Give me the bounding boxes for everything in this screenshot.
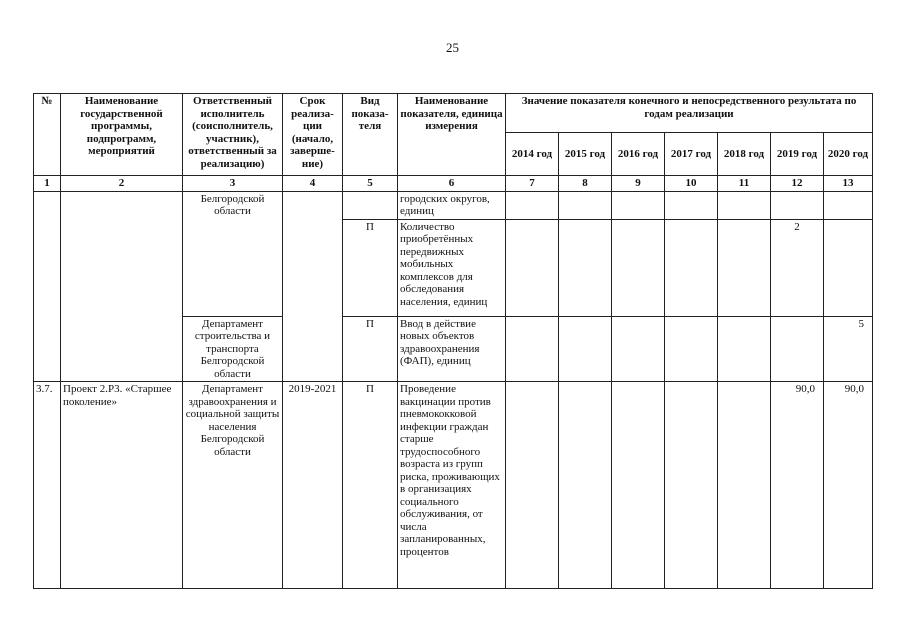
header-year: 2017 год bbox=[665, 133, 718, 176]
value-cell bbox=[665, 219, 718, 316]
value-cell bbox=[718, 316, 771, 382]
row-program-cell: Проект 2.Р3. «Старшее поколение» bbox=[61, 382, 183, 589]
row-indicator-cell: Ввод в действие новых объектов здравоохранения (ФАП), единиц bbox=[398, 316, 506, 382]
header-program-name: Наименование государственной программы, подпрограмм, мероприятий bbox=[61, 94, 183, 176]
value-cell bbox=[771, 191, 824, 219]
column-number: 13 bbox=[824, 176, 873, 192]
row-type-cell bbox=[343, 191, 398, 219]
value-cell bbox=[506, 382, 559, 589]
header-year: 2016 год bbox=[612, 133, 665, 176]
column-number: 12 bbox=[771, 176, 824, 192]
value-cell bbox=[612, 316, 665, 382]
column-numbers-row bbox=[34, 176, 873, 192]
column-number: 2 bbox=[61, 176, 183, 192]
value-cell-2019: 2 bbox=[771, 219, 824, 316]
value-cell bbox=[824, 219, 873, 316]
value-cell bbox=[559, 382, 612, 589]
value-cell-2020: 5 bbox=[824, 316, 873, 382]
header-indicator-type: Вид показа-теля bbox=[343, 94, 398, 176]
row-number-cell: 3.7. bbox=[34, 382, 61, 589]
value-cell bbox=[612, 219, 665, 316]
row-indicator-cell: Проведение вакцинации против пневмококковой инфекции граждан старше трудоспособного возраста из групп риска, проживающих в организациях социального обслуживания, от числа запланированных, процентов bbox=[398, 382, 506, 589]
column-number: 8 bbox=[559, 176, 612, 192]
value-cell bbox=[718, 191, 771, 219]
table-row bbox=[34, 191, 873, 219]
row-executor-cell: Департамент строительства и транспорта Белгородской области bbox=[183, 316, 283, 382]
value-cell bbox=[665, 191, 718, 219]
header-col-number: № bbox=[34, 94, 61, 176]
value-cell bbox=[506, 316, 559, 382]
value-cell bbox=[559, 191, 612, 219]
header-year: 2018 год bbox=[718, 133, 771, 176]
column-number: 9 bbox=[612, 176, 665, 192]
column-number: 10 bbox=[665, 176, 718, 192]
header-values-group: Значение показателя конечного и непосредственного результата по годам реализации bbox=[506, 94, 873, 133]
row-type-cell: П bbox=[343, 316, 398, 382]
row-executor-cell: Белгородской области bbox=[183, 191, 283, 316]
row-number-cell bbox=[34, 191, 61, 382]
value-cell bbox=[612, 191, 665, 219]
value-cell bbox=[559, 316, 612, 382]
row-executor-cell: Департамент здравоохранения и социальной защиты населения Белгородской области bbox=[183, 382, 283, 589]
value-cell bbox=[665, 382, 718, 589]
row-indicator-cell: городских округов, единиц bbox=[398, 191, 506, 219]
column-number: 7 bbox=[506, 176, 559, 192]
value-cell bbox=[824, 191, 873, 219]
value-cell bbox=[612, 382, 665, 589]
header-executor: Ответственный исполнитель (соисполнитель, участник), ответственный за реализацию) bbox=[183, 94, 283, 176]
row-indicator-cell: Количество приобретённых передвижных мобильных комплексов для обследования населения, единиц bbox=[398, 219, 506, 316]
header-term: Срок реализа-ции (начало, заверше-ние) bbox=[283, 94, 343, 176]
page-number: 25 bbox=[446, 40, 459, 55]
row-term-cell: 2019-2021 bbox=[283, 382, 343, 589]
header-year: 2015 год bbox=[559, 133, 612, 176]
header-row-1 bbox=[34, 94, 873, 133]
header-year: 2014 год bbox=[506, 133, 559, 176]
row-term-cell bbox=[283, 191, 343, 382]
row-program-cell bbox=[61, 191, 183, 382]
value-cell bbox=[506, 191, 559, 219]
value-cell bbox=[559, 219, 612, 316]
column-number: 11 bbox=[718, 176, 771, 192]
value-cell bbox=[718, 219, 771, 316]
value-cell-2020: 90,0 bbox=[824, 382, 873, 589]
value-cell bbox=[718, 382, 771, 589]
column-number: 4 bbox=[283, 176, 343, 192]
column-number: 3 bbox=[183, 176, 283, 192]
row-type-cell: П bbox=[343, 382, 398, 589]
indicator-table bbox=[33, 93, 873, 589]
column-number: 5 bbox=[343, 176, 398, 192]
value-cell bbox=[506, 219, 559, 316]
header-year: 2019 год bbox=[771, 133, 824, 176]
column-number: 6 bbox=[398, 176, 506, 192]
value-cell bbox=[771, 316, 824, 382]
column-number: 1 bbox=[34, 176, 61, 192]
value-cell-2019: 90,0 bbox=[771, 382, 824, 589]
header-year: 2020 год bbox=[824, 133, 873, 176]
table-row bbox=[34, 382, 873, 589]
header-indicator-name: Наименование показателя, единица измерения bbox=[398, 94, 506, 176]
value-cell bbox=[665, 316, 718, 382]
row-type-cell: П bbox=[343, 219, 398, 316]
